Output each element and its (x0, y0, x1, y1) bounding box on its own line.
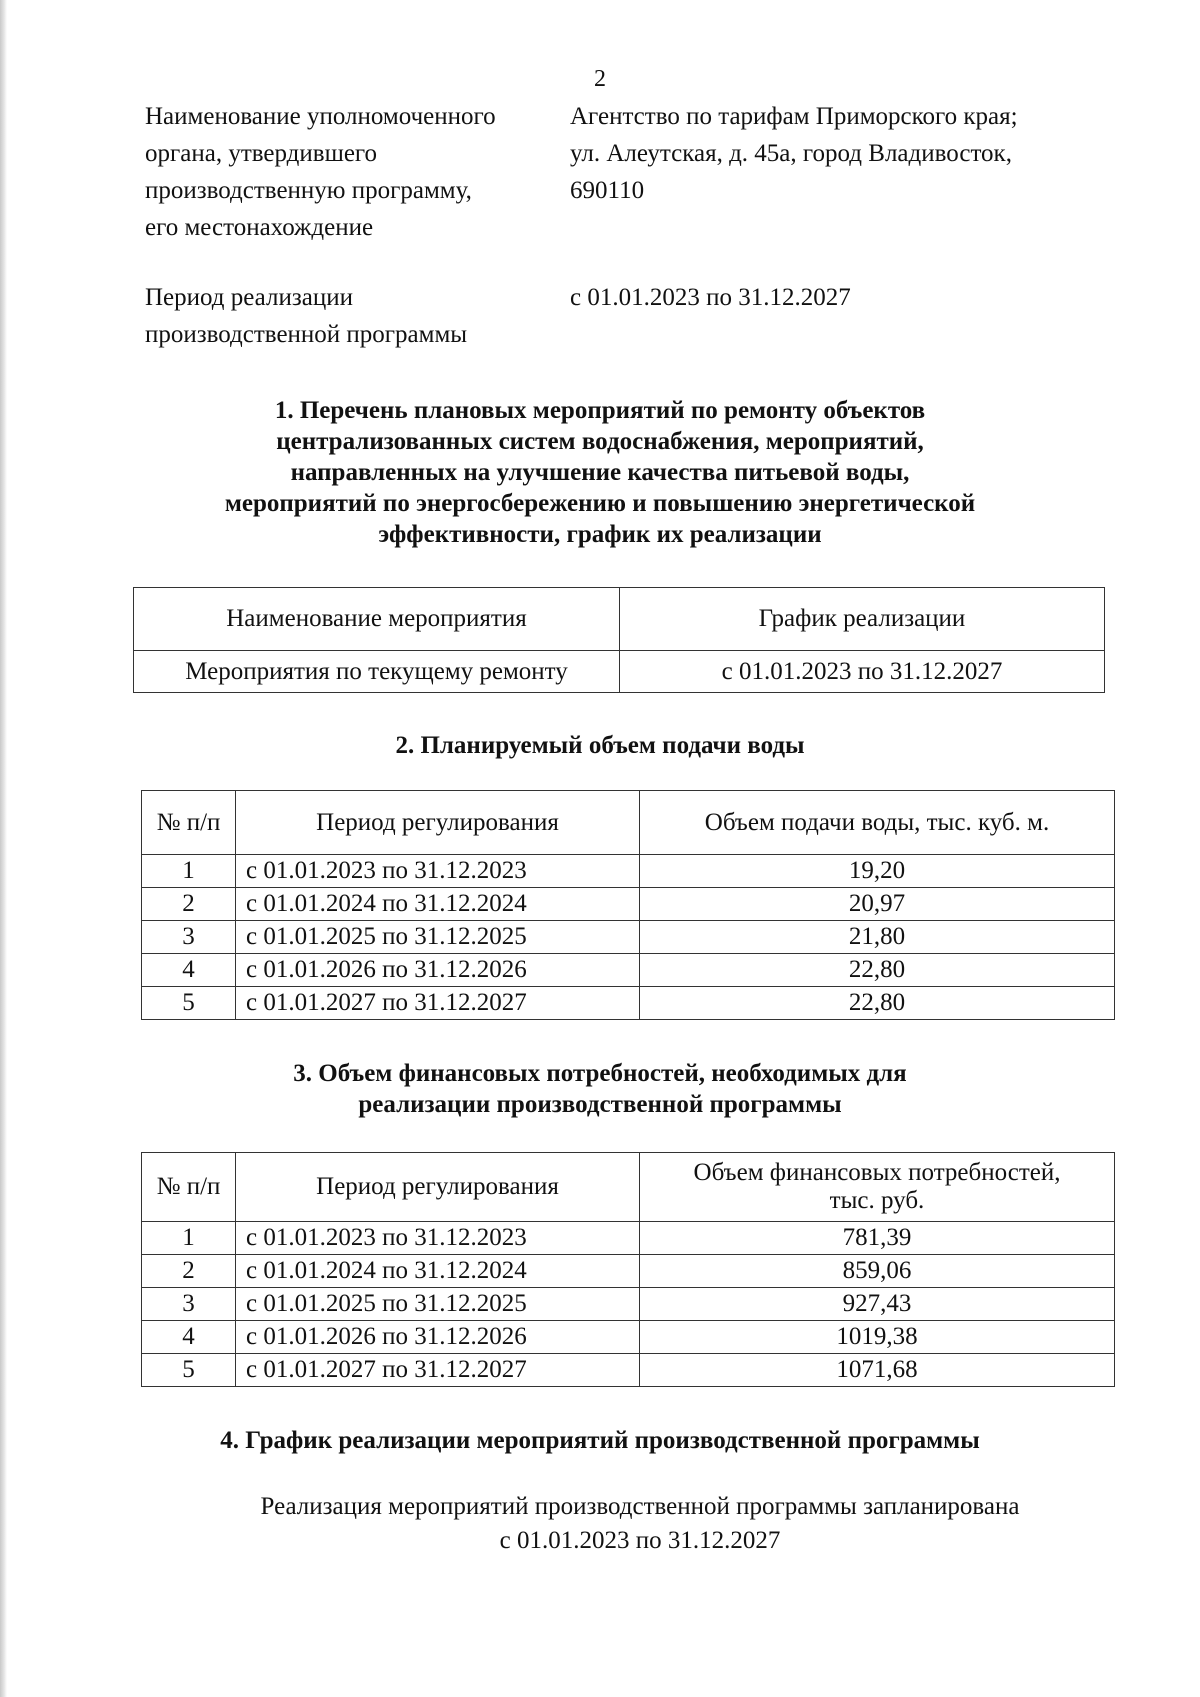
header-period: Период регулирования (236, 1153, 640, 1222)
table-row (142, 1354, 1115, 1387)
row-value: 22,80 (640, 954, 1115, 987)
row-number: 4 (142, 1321, 236, 1354)
table-row (142, 921, 1115, 954)
table-row (142, 1255, 1115, 1288)
row-value: 22,80 (640, 987, 1115, 1020)
table-row (142, 888, 1115, 921)
table-row (142, 954, 1115, 987)
row-value: 21,80 (640, 921, 1115, 954)
row-number: 1 (142, 1222, 236, 1255)
table-row (142, 1288, 1115, 1321)
row-number: 1 (142, 855, 236, 888)
page-number: 2 (594, 66, 606, 92)
closing-line-1: Реализация мероприятий производственной программы запланирована (260, 1493, 1020, 1520)
row-period: с 01.01.2024 по 31.12.2024 (236, 1255, 640, 1288)
table-row (142, 987, 1115, 1020)
row-period: с 01.01.2026 по 31.12.2026 (236, 1321, 640, 1354)
header-financial-volume: Объем финансовых потребностей, тыс. руб. (640, 1153, 1115, 1222)
section1-title: 1. Перечень плановых мероприятий по ремонту объектов централизованных систем водоснабжения, мероприятий, направленных на улучшение качества питьевой воды, мероприятий по энергосбережению и повышению энергетической эффективности, график их реализации (224, 397, 976, 548)
row-value: 1071,68 (640, 1354, 1115, 1387)
measure-name-cell: Мероприятия по текущему ремонту (134, 651, 620, 693)
row-value: 927,43 (640, 1288, 1115, 1321)
row-period: с 01.01.2026 по 31.12.2026 (236, 954, 640, 987)
period-value: с 01.01.2023 по 31.12.2027 (570, 284, 851, 311)
row-number: 4 (142, 954, 236, 987)
table-header-row (134, 588, 1105, 651)
row-period: с 01.01.2027 по 31.12.2027 (236, 987, 640, 1020)
header-number: № п/п (142, 1153, 236, 1222)
row-number: 5 (142, 1354, 236, 1387)
row-period: с 01.01.2027 по 31.12.2027 (236, 1354, 640, 1387)
section2-title: 2. Планируемый объем подачи воды (395, 732, 805, 759)
table-header-row (142, 791, 1115, 855)
table-header-row (142, 1153, 1115, 1222)
row-value: 19,20 (640, 855, 1115, 888)
period-label: Период реализации производственной программы (145, 284, 468, 348)
closing-paragraph (200, 1490, 1080, 1558)
row-period: с 01.01.2025 по 31.12.2025 (236, 1288, 640, 1321)
table-row (142, 1222, 1115, 1255)
header-number: № п/п (142, 791, 236, 855)
table-row (142, 1321, 1115, 1354)
row-value: 20,97 (640, 888, 1115, 921)
row-number: 2 (142, 888, 236, 921)
header-measure-name: Наименование мероприятия (134, 588, 620, 651)
measure-schedule-cell: с 01.01.2023 по 31.12.2027 (620, 651, 1105, 693)
header-period: Период регулирования (236, 791, 640, 855)
water-supply-table (141, 790, 1115, 1020)
authority-label: Наименование уполномоченного органа, утвердившего производственную программу, его местонахождение (145, 103, 496, 241)
row-period: с 01.01.2024 по 31.12.2024 (236, 888, 640, 921)
row-number: 2 (142, 1255, 236, 1288)
row-number: 3 (142, 921, 236, 954)
authority-value: Агентство по тарифам Приморского края; ул. Алеутская, д. 45а, город Владивосток, 690110 (570, 103, 1018, 204)
row-value: 859,06 (640, 1255, 1115, 1288)
row-number: 3 (142, 1288, 236, 1321)
table-row (142, 855, 1115, 888)
table-row (134, 651, 1105, 693)
financial-needs-table (141, 1152, 1115, 1387)
row-value: 781,39 (640, 1222, 1115, 1255)
closing-line-2: с 01.01.2023 по 31.12.2027 (499, 1527, 781, 1554)
section4-title: 4. График реализации мероприятий производственной программы (220, 1427, 980, 1454)
row-period: с 01.01.2023 по 31.12.2023 (236, 855, 640, 888)
header-water-volume: Объем подачи воды, тыс. куб. м. (640, 791, 1115, 855)
row-number: 5 (142, 987, 236, 1020)
measures-table (133, 587, 1105, 693)
header-schedule: График реализации (620, 588, 1105, 651)
row-period: с 01.01.2025 по 31.12.2025 (236, 921, 640, 954)
scan-edge-strip (0, 0, 7, 1697)
row-period: с 01.01.2023 по 31.12.2023 (236, 1222, 640, 1255)
row-value: 1019,38 (640, 1321, 1115, 1354)
section3-title: 3. Объем финансовых потребностей, необходимых для реализации производственной программы (293, 1060, 907, 1118)
